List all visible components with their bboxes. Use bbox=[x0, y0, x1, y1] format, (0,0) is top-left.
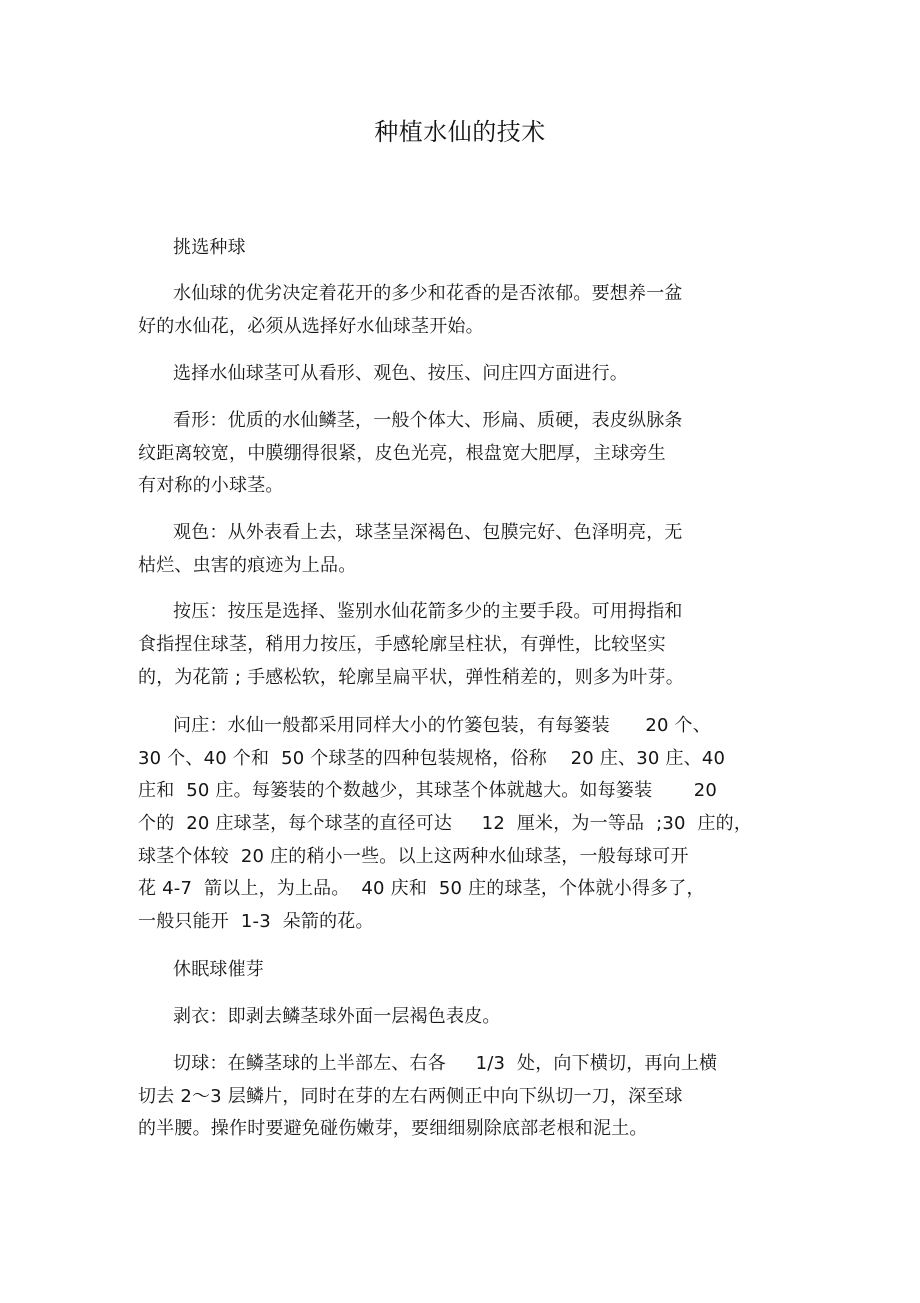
paragraph-line: 枯烂、虫害的痕迹为上品。 bbox=[138, 555, 357, 576]
paragraph-line: 的，为花箭 ; 手感松软，轮廓呈扁平状，弹性稍差的，则多为叶芽。 bbox=[138, 667, 684, 688]
paragraph-line: 一般只能开 1-3 朵箭的花。 bbox=[138, 911, 374, 932]
paragraph-line: 切球：在鳞茎球的上半部左、右各 1/3 处，向下横切，再向上横 bbox=[173, 1053, 718, 1074]
paragraph-line: 观色：从外表看上去，球茎呈深褐色、包膜完好、色泽明亮，无 bbox=[173, 522, 683, 543]
paragraph-line: 食指捏住球茎，稍用力按压，手感轮廓呈柱状，有弹性，比较坚实 bbox=[138, 634, 666, 655]
paragraph-line: 选择水仙球茎可从看形、观色、按压、问庄四方面进行。 bbox=[173, 363, 628, 384]
section-heading: 休眠球催芽 bbox=[173, 959, 264, 980]
paragraph-line: 30 个、40 个和 50 个球茎的四种包装规格，俗称 20 庄、30 庄、40 bbox=[138, 748, 726, 769]
paragraph-line: 按压：按压是选择、鉴别水仙花箭多少的主要手段。可用拇指和 bbox=[173, 601, 683, 622]
paragraph-line: 剥衣：即剥去鳞茎球外面一层褐色表皮。 bbox=[173, 1006, 501, 1027]
paragraph-line: 庄和 50 庄。每篓装的个数越少，其球茎个体就越大。如每篓装 20 bbox=[138, 780, 718, 801]
paragraph-line: 问庄：水仙一般都采用同样大小的竹篓包装，有每篓装 20 个、 bbox=[173, 715, 711, 736]
paragraph-line: 纹距离较宽，中膜绷得很紧，皮色光亮，根盘宽大肥厚，主球旁生 bbox=[138, 443, 666, 464]
paragraph-line: 水仙球的优劣决定着花开的多少和花香的是否浓郁。要想养一盆 bbox=[173, 283, 683, 304]
paragraph-line: 花 4-7 箭以上，为上品。 40 庆和 50 庄的球茎，个体就小得多了， bbox=[138, 878, 705, 899]
paragraph-line: 的半腰。操作时要避免碰伤嫩芽，要细细剔除底部老根和泥土。 bbox=[138, 1118, 648, 1139]
paragraph-line: 切去 2～3 层鳞片，同时在芽的左右两侧正中向下纵切一刀，深至球 bbox=[138, 1086, 683, 1107]
paragraph-line: 看形：优质的水仙鳞茎，一般个体大、形扁、质硬，表皮纵脉条 bbox=[173, 410, 683, 431]
paragraph-line: 好的水仙花，必须从选择好水仙球茎开始。 bbox=[138, 316, 484, 337]
document-title: 种植水仙的技术 bbox=[374, 118, 546, 146]
paragraph-line: 有对称的小球茎。 bbox=[138, 475, 284, 496]
section-heading: 挑选种球 bbox=[173, 237, 246, 258]
paragraph-line: 球茎个体较 20 庄的稍小一些。以上这两种水仙球茎，一般每球可开 bbox=[138, 846, 689, 867]
paragraph-line: 个的 20 庄球茎，每个球茎的直径可达 12 厘米，为一等品 ;30 庄的， bbox=[138, 813, 753, 834]
